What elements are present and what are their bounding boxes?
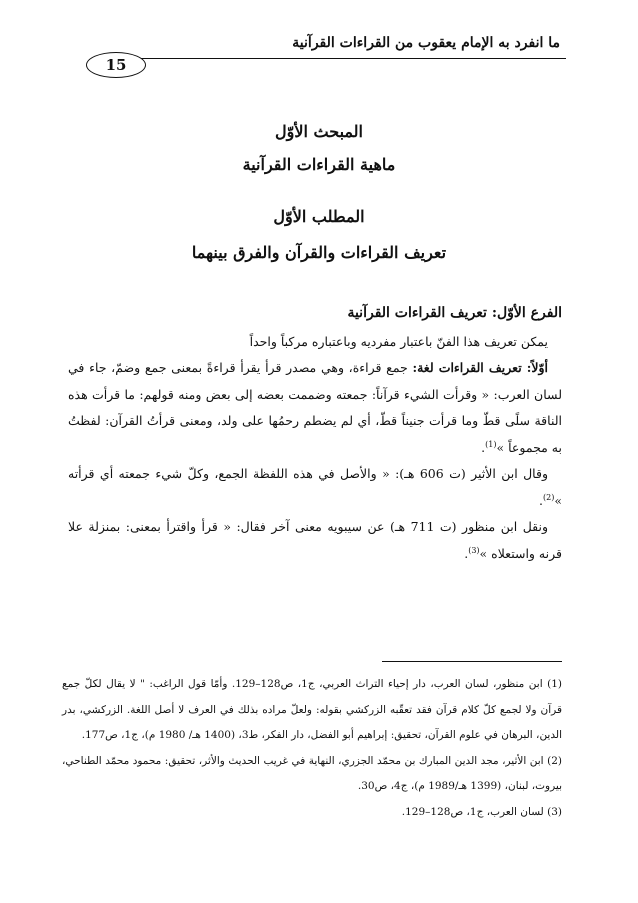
- body-text: [68, 300, 562, 567]
- footnote-ref-1[interactable]: (1): [485, 439, 497, 449]
- footnotes: [62, 672, 562, 825]
- first-text: جمع قراءة، وهي مصدر قرأ يقرأ قراءةً بمعنى جمع وضمّ، جاء في لسان العرب: « وقرأت الشيء قرآناً: جمعته وضممت بعضه إلى بعض ومنه قولهم: ما قرأت هذه الناقة سلًى قطّ وما قرأت جنيناً قطّ، أي لم يضطم رحمُها على ولد، ومعنى قرأتُ القرآن: لفظتُ به مجموعاً »: [68, 360, 562, 455]
- third-paragraph: ونقل ابن منظور (ت 711 هـ) عن سيبويه معنى آخر فقال: « قرأ واقترأ بمعنى: بمنزلة علا قرنه واستعلاه »$^{(3)}$.: [68, 519, 562, 561]
- footnote-ref-3[interactable]: (3): [468, 545, 480, 555]
- page-number: 15: [86, 52, 146, 78]
- footnote-3: (3) لسان العرب، ج1، ص128–129.: [401, 805, 562, 818]
- running-title: ما انفرد به الإمام يعقوب من القراءات القرآنية: [292, 35, 560, 51]
- footnote-separator: [382, 661, 562, 662]
- second-text: وقال ابن الأثير (ت 606 هـ): « والأصل في هذه اللفظة الجمع، وكلّ شيء جمعته أي قرأته »: [68, 466, 562, 508]
- chapter-title: المبحث الأوّل: [275, 122, 363, 141]
- header-rule: [140, 58, 566, 59]
- branch-heading: الفرع الأوّل: تعريف القراءات القرآنية: [347, 305, 562, 321]
- second-paragraph: وقال ابن الأثير (ت 606 هـ): « والأصل في هذه اللفظة الجمع، وكلّ شيء جمعته أي قرأته »$^{(2)}$.: [68, 466, 562, 508]
- third-text: ونقل ابن منظور (ت 711 هـ) عن سيبويه معنى آخر فقال: « قرأ واقترأ بمعنى: بمنزلة علا قرنه واستعلاه »: [68, 519, 562, 561]
- footnote-1: (1) ابن منظور، لسان العرب، دار إحياء التراث العربي، ج1، ص128–129. وأمّا قول الراغب: " لا يقال لكلّ جمع قرآن ولا لجمع كلّ كلام قرآن فقد تعقّبه الزركشي بقوله: ولعلّ مراده بذلك في العرف لا أصل اللغة. الزركشي، بدر الدين، البرهان في علوم القرآن، تحقيق: إبراهيم أبو الفضل، دار الفكر، ط3، (1400 هـ/ 1980 م)، ج1، ص177.: [62, 678, 563, 741]
- intro-paragraph: يمكن تعريف هذا الفنّ باعتبار مفرديه وباعتباره مركباً واحداً: [249, 333, 548, 349]
- chapter-subtitle: ماهية القراءات القرآنية: [242, 155, 396, 174]
- section-title: المطلب الأوّل: [273, 207, 365, 226]
- section-subtitle: تعريف القراءات والقرآن والفرق بينهما: [191, 243, 447, 262]
- first-paragraph: أوّلاً: تعريف القراءات لغة: جمع قراءة، وهي مصدر قرأ يقرأ قراءةً بمعنى جمع وضمّ، جاء في لسان العرب: « وقرأت الشيء قرآناً: جمعته وضممت بعضه إلى بعض ومنه قولهم: ما قرأت هذه الناقة سلًى قطّ وما قرأت جنيناً قطّ، أي لم يضطم رحمُها على ولد، ومعنى قرأتُ القرآن: لفظتُ به مجموعاً »$^{(1)}$.: [68, 360, 562, 455]
- first-label: أوّلاً: تعريف القراءات لغة:: [412, 360, 548, 375]
- footnote-2: (2) ابن الأثير، مجد الدين المبارك بن محمّد الجزري، النهاية في غريب الحديث والأثر، تحقيق: محمود محمّد الطناحي، بيروت، لبنان، (1399 هـ/1989 م)، ج4، ص30.: [62, 754, 562, 792]
- footnote-ref-2[interactable]: (2): [543, 492, 555, 502]
